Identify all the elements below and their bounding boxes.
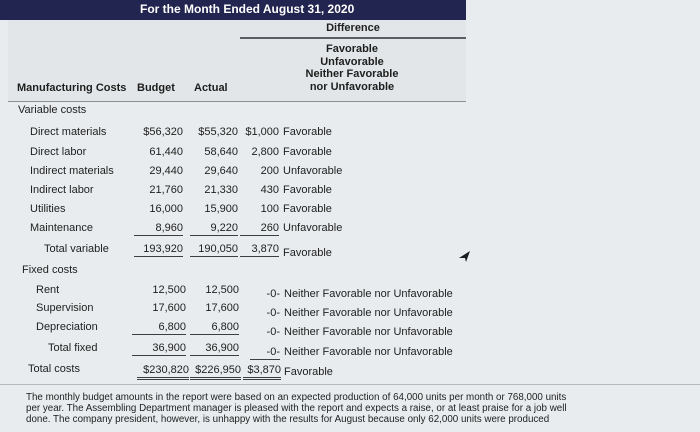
paragraph-line: done. The company president, however, is unhappy with the results for August because only 62,000 units were produced — [26, 414, 550, 426]
total-costs-status: Favorable — [284, 366, 333, 378]
difference-options — [286, 43, 418, 93]
row-budget: 12,500 — [152, 284, 186, 296]
option-neither: Neither Favorable — [305, 68, 399, 80]
report-title: For the Month Ended August 31, 2020 — [140, 2, 355, 16]
row-actual: 12,500 — [205, 284, 239, 296]
row-status: Favorable — [283, 146, 332, 158]
row-budget: 8,960 — [134, 222, 183, 236]
row-actual: 15,900 — [204, 203, 238, 215]
row-difference: 260 — [240, 222, 279, 236]
total-costs-difference: $3,870 — [243, 364, 281, 380]
row-budget: 17,600 — [152, 302, 186, 314]
total-variable-label: Total variable — [44, 243, 109, 255]
row-difference: 200 — [260, 165, 279, 177]
paragraph-line: per year. The Assembling Department manager is pleased with the report and expects a raise, or at least praise for a job well — [26, 403, 567, 415]
row-difference: 100 — [260, 203, 279, 215]
row-actual: 9,220 — [190, 222, 238, 236]
total-fixed-label: Total fixed — [48, 342, 98, 354]
total-fixed-difference: -0- — [250, 346, 280, 360]
variable-costs-label: Variable costs — [18, 104, 87, 116]
total-variable-actual: 190,050 — [190, 243, 238, 257]
row-status: Unfavorable — [283, 165, 343, 177]
difference-underline — [240, 37, 466, 39]
row-status: Favorable — [283, 184, 332, 196]
row-status: Favorable — [283, 203, 332, 215]
option-favorable: Favorable — [326, 43, 378, 55]
row-label: Rent — [36, 284, 60, 296]
row-budget: 16,000 — [149, 203, 183, 215]
col-header-actual: Actual — [194, 82, 228, 94]
row-difference: $1,000 — [245, 126, 279, 138]
header-divider — [8, 101, 466, 102]
row-status: Neither Favorable nor Unfavorable — [284, 307, 453, 319]
row-label: Indirect labor — [30, 184, 94, 196]
report-title-bar — [0, 0, 466, 20]
fixed-costs-label: Fixed costs — [22, 264, 78, 276]
total-fixed-budget: 36,900 — [132, 342, 186, 356]
row-status: Unfavorable — [283, 222, 343, 234]
row-status: Favorable — [283, 126, 332, 138]
row-label: Depreciation — [36, 321, 98, 333]
row-label: Maintenance — [30, 222, 93, 234]
total-costs-budget: $230,820 — [137, 364, 189, 380]
row-actual: 6,800 — [190, 321, 239, 335]
row-actual: $55,320 — [198, 126, 238, 138]
row-label: Utilities — [30, 203, 66, 215]
row-status: Neither Favorable nor Unfavorable — [284, 326, 453, 338]
row-label: Direct labor — [30, 146, 87, 158]
row-budget: 6,800 — [132, 321, 186, 335]
row-actual: 17,600 — [205, 302, 239, 314]
total-variable-budget: 193,920 — [134, 243, 183, 257]
section-divider — [0, 384, 700, 385]
total-costs-label: Total costs — [28, 363, 80, 375]
row-label: Supervision — [36, 302, 94, 314]
row-actual: 58,640 — [204, 146, 238, 158]
row-difference: 430 — [260, 184, 279, 196]
row-budget: $56,320 — [143, 126, 183, 138]
row-actual: 21,330 — [204, 184, 238, 196]
row-budget: 21,760 — [149, 184, 183, 196]
total-variable-difference: 3,870 — [240, 243, 279, 257]
row-difference: 2,800 — [251, 146, 279, 158]
row-difference: -0- — [266, 288, 280, 300]
paragraph-line: The monthly budget amounts in the report were based on an expected production of 64,000 units per month or 768,000 units — [26, 392, 567, 403]
row-label: Direct materials — [30, 126, 107, 138]
difference-heading: Difference — [326, 22, 380, 34]
row-difference: -0- — [266, 326, 280, 338]
option-nor-unfavorable: nor Unfavorable — [309, 80, 395, 93]
problem-paragraph — [26, 392, 686, 426]
row-difference: -0- — [266, 307, 280, 319]
row-actual: 29,640 — [204, 165, 238, 177]
total-variable-status: Favorable — [283, 247, 332, 259]
row-status: Neither Favorable nor Unfavorable — [284, 288, 453, 300]
total-costs-actual: $226,950 — [190, 364, 241, 380]
total-fixed-actual: 36,900 — [190, 342, 239, 356]
row-budget: 29,440 — [149, 165, 183, 177]
row-budget: 61,440 — [149, 146, 183, 158]
option-unfavorable: Unfavorable — [320, 55, 384, 68]
mouse-cursor-icon — [458, 250, 472, 264]
total-fixed-status: Neither Favorable nor Unfavorable — [284, 346, 453, 358]
col-header-budget: Budget — [137, 82, 175, 94]
col-header-costs: Manufacturing Costs — [17, 82, 127, 94]
row-label: Indirect materials — [30, 165, 114, 177]
